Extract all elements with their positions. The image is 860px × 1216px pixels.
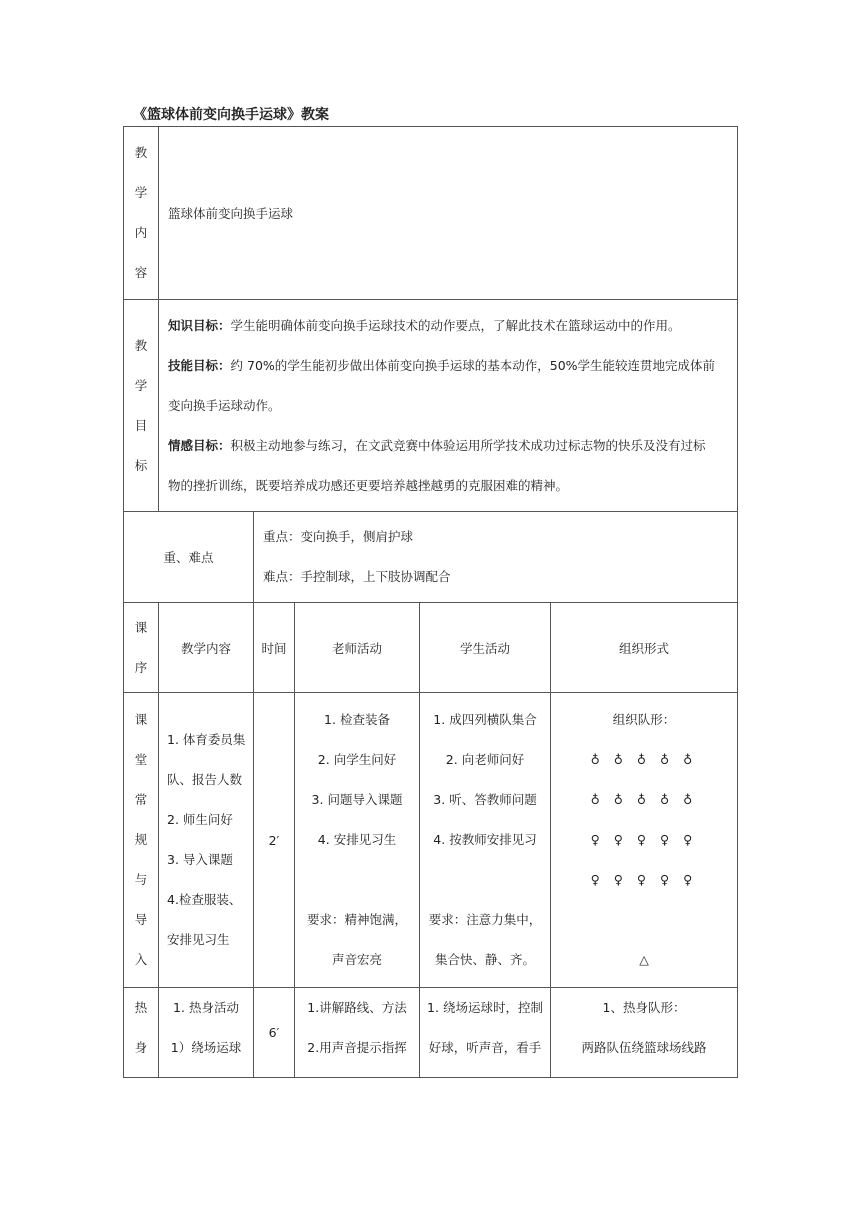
section-warmup-org: 1、热身队形： 两路队伍绕篮球场线路	[551, 988, 738, 1078]
formation-row-4: ♀ ♀ ♀ ♀ ♀	[590, 872, 698, 887]
content-row	[124, 127, 738, 300]
goals-text	[159, 300, 738, 512]
document-title: 《篮球体前变向换手运球》教案	[133, 107, 329, 123]
section-routine-org: 组织队形： ♁ ♁ ♁ ♁ ♁ ♁ ♁ ♁ ♁ ♁ ♀ ♀ ♀ ♀ ♀ ♀ ♀ ♀ ♀ ♀ △	[551, 693, 738, 988]
header-org: 组织形式	[551, 603, 738, 693]
section-routine-time: 2′	[254, 693, 295, 988]
section-routine-row	[124, 693, 738, 988]
header-sequence: 课 序	[124, 603, 159, 693]
formation-row-3: ♀ ♀ ♀ ♀ ♀	[590, 832, 698, 847]
table-header-row	[124, 603, 738, 693]
skill-goal-label: 技能目标：	[168, 357, 231, 373]
difficult-point: 难点：手控制球，上下肢协调配合	[263, 569, 451, 584]
section-routine-label: 课 堂 常 规 与 导 入	[124, 693, 159, 988]
header-content: 教学内容	[159, 603, 254, 693]
formation-row-2: ♁ ♁ ♁ ♁ ♁	[590, 792, 698, 807]
section-warmup-label: 热 身	[124, 988, 159, 1078]
header-teacher: 老师活动	[295, 603, 420, 693]
keypoints-text	[254, 512, 738, 603]
skill-goal: 约 70%的学生能初步做出体前变向换手运球的基本动作，50%学生能较连贯地完成体前	[230, 357, 716, 373]
emotion-goal-cont: 物的挫折训练，既要培养成功感还更要培养越挫越勇的克服困难的精神。	[168, 477, 569, 493]
skill-goal-cont: 变向换手运球动作。	[168, 397, 281, 413]
section-routine-student: 1. 成四列横队集合 2. 向老师问好 3. 听、答教师问题 4. 按教师安排见习 要求：注意力集中， 集合快、静、齐。	[420, 693, 551, 988]
header-student: 学生活动	[420, 603, 551, 693]
emotion-goal: 积极主动地参与练习，在文武竞赛中体验运用所学技术成功过标志物的快乐及没有过标	[230, 437, 706, 453]
content-text: 篮球体前变向换手运球	[159, 127, 738, 300]
formation-row-1: ♁ ♁ ♁ ♁ ♁	[590, 752, 698, 767]
section-warmup-student: 1. 绕场运球时，控制 好球，听声音，看手	[420, 988, 551, 1078]
content-label: 教 学 内 容	[124, 127, 159, 300]
keypoints-label: 重、难点	[124, 512, 254, 603]
section-warmup-row	[124, 988, 738, 1078]
key-point: 重点：变向换手，侧肩护球	[263, 529, 414, 544]
section-routine-teacher: 1. 检查装备 2. 向学生问好 3. 问题导入课题 4. 安排见习生 要求：精神饱满， 声音宏亮	[295, 693, 420, 988]
lesson-plan-table	[123, 126, 738, 1078]
knowledge-goal: 学生能明确体前变向换手运球技术的动作要点，了解此技术在篮球运动中的作用。	[230, 317, 681, 333]
knowledge-goal-label: 知识目标：	[168, 317, 231, 333]
header-time: 时间	[254, 603, 295, 693]
section-warmup-teacher: 1.讲解路线、方法 2.用声音提示指挥	[295, 988, 420, 1078]
section-warmup-time: 6′	[254, 988, 295, 1078]
goals-label: 教 学 目 标	[124, 300, 159, 512]
keypoints-row	[124, 512, 738, 603]
section-routine-content: 1. 体育委员集 队、报告人数 2. 师生问好 3. 导入课题 4.检查服装、 安排见习生	[159, 693, 254, 988]
goals-row	[124, 300, 738, 512]
teacher-position-triangle: △	[639, 952, 649, 967]
section-warmup-content: 1. 热身活动 1）绕场运球	[159, 988, 254, 1078]
emotion-goal-label: 情感目标：	[168, 437, 231, 453]
